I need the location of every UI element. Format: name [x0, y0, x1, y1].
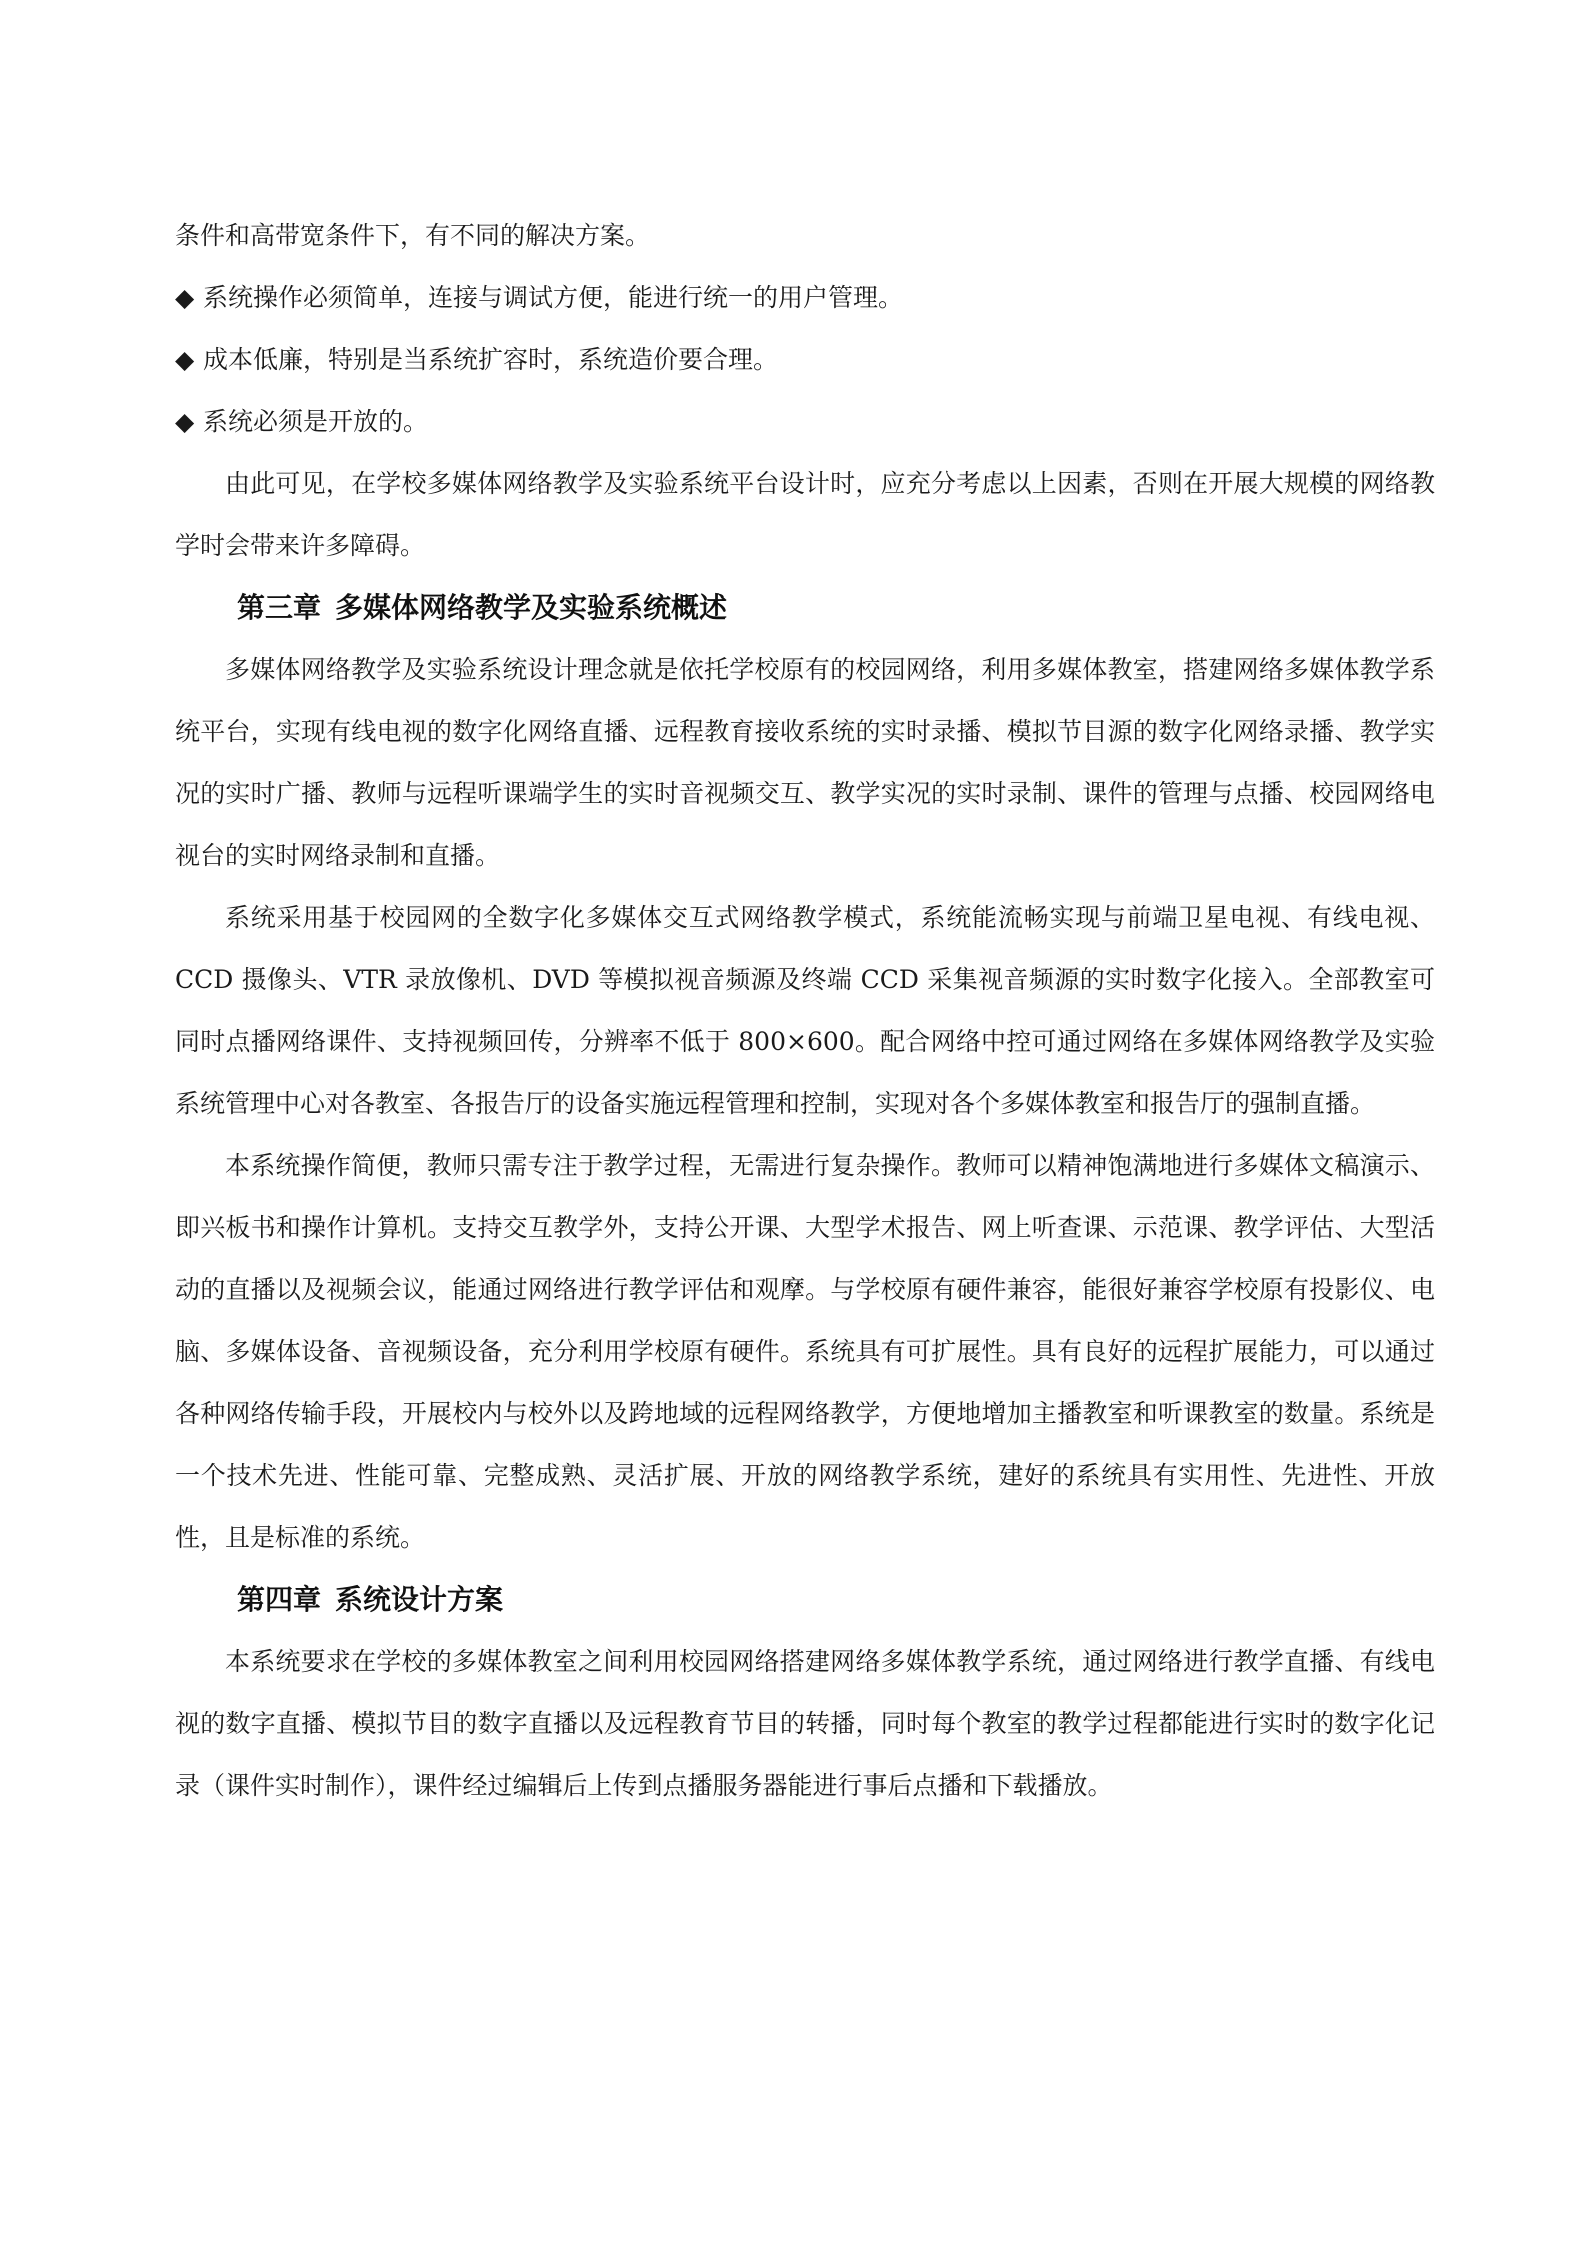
- chapter-heading: [175, 1569, 1435, 1631]
- body-paragraph: 系统采用基于校园网的全数字化多媒体交互式网络教学模式，系统能流畅实现与前端卫星电视、有线电视、CCD 摄像头、VTR 录放像机、DVD 等模拟视音频源及终端 CCD 采集视音频源的实时数字化接入。全部教室可同时点播网络课件、支持视频回传，分辨率不低于 800×600。配合网络中控可通过网络在多媒体网络教学及实验系统管理中心对各教室、各报告厅的设备实施远程管理和控制，实现对各个多媒体教室和报告厅的强制直播。: [175, 903, 1435, 1118]
- bullet-text: 系统必须是开放的。: [203, 407, 429, 436]
- chapter-title: 多媒体网络教学及实验系统概述: [335, 591, 728, 624]
- bullet-text: 成本低廉，特别是当系统扩容时，系统造价要合理。: [203, 345, 779, 374]
- bullet-item: [175, 391, 1435, 453]
- chapter-title: 系统设计方案: [335, 1583, 504, 1616]
- body-paragraph: 本系统操作简便，教师只需专注于教学过程，无需进行复杂操作。教师可以精神饱满地进行多媒体文稿演示、即兴板书和操作计算机。支持交互教学外，支持公开课、大型学术报告、网上听查课、示范课、教学评估、大型活动的直播以及视频会议，能通过网络进行教学评估和观摩。与学校原有硬件兼容，能很好兼容学校原有投影仪、电脑、多媒体设备、音视频设备，充分利用学校原有硬件。系统具有可扩展性。具有良好的远程扩展能力，可以通过各种网络传输手段，开展校内与校外以及跨地域的远程网络教学，方便地增加主播教室和听课教室的数量。系统是一个技术先进、性能可靠、完整成熟、灵活扩展、开放的网络教学系统，建好的系统具有实用性、先进性、开放性，且是标准的系统。: [175, 1151, 1435, 1552]
- body-paragraph: 本系统要求在学校的多媒体教室之间利用校园网络搭建网络多媒体教学系统，通过网络进行教学直播、有线电视的数字直播、模拟节目的数字直播以及远程教育节目的转播，同时每个教室的教学过程都能进行实时的数字化记录（课件实时制作），课件经过编辑后上传到点播服务器能进行事后点播和下载播放。: [175, 1647, 1435, 1800]
- bullet-text: 系统操作必须简单，连接与调试方便，能进行统一的用户管理。: [203, 283, 904, 312]
- bullet-item: [175, 267, 1435, 329]
- diamond-bullet-icon: ◆: [175, 407, 195, 436]
- chapter-number: 第三章: [237, 591, 322, 624]
- diamond-bullet-icon: ◆: [175, 345, 195, 374]
- document-body: [175, 205, 1435, 1817]
- diamond-bullet-icon: ◆: [175, 283, 195, 312]
- bullet-item: [175, 329, 1435, 391]
- conclusion-paragraph: 由此可见，在学校多媒体网络教学及实验系统平台设计时，应充分考虑以上因素，否则在开展大规模的网络教学时会带来许多障碍。: [175, 469, 1435, 560]
- body-paragraph: 多媒体网络教学及实验系统设计理念就是依托学校原有的校园网络，利用多媒体教室，搭建网络多媒体教学系统平台，实现有线电视的数字化网络直播、远程教育接收系统的实时录播、模拟节目源的数字化网络录播、教学实况的实时广播、教师与远程听课端学生的实时音视频交互、教学实况的实时录制、课件的管理与点播、校园网络电视台的实时网络录制和直播。: [175, 655, 1435, 870]
- chapter-number: 第四章: [237, 1583, 322, 1616]
- continuation-text: 条件和高带宽条件下，有不同的解决方案。: [175, 221, 651, 250]
- chapter-heading: [175, 577, 1435, 639]
